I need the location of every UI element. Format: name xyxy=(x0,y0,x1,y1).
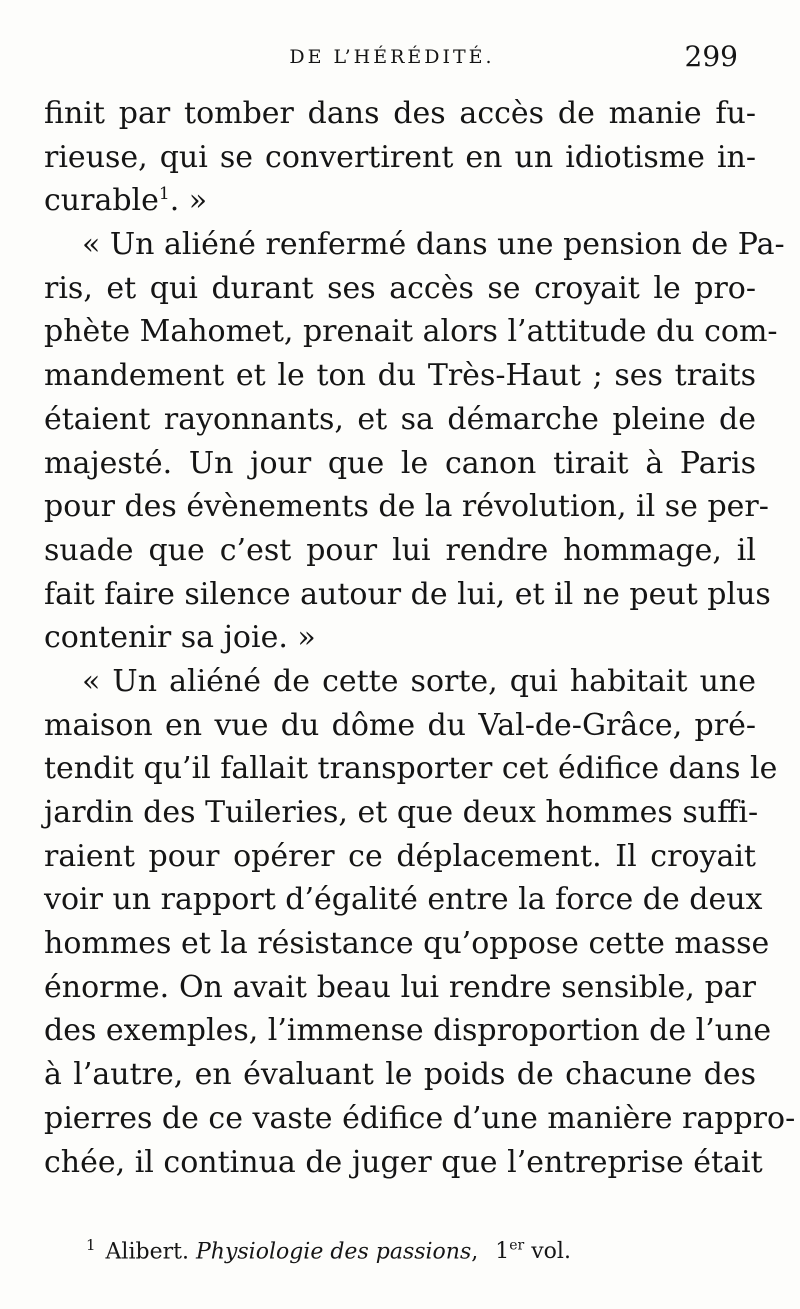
footnote-mark: 1 xyxy=(86,1236,96,1254)
footnote-title: Physiologie des passions xyxy=(195,1239,472,1265)
text-line: phète Mahomet, prenait alors l’attitude du com- xyxy=(44,314,778,350)
footnote-volume-sup: er xyxy=(509,1238,525,1254)
footnote-reference: 1 xyxy=(158,184,170,205)
text-line: « Un aliéné de cette sorte, qui habitait une xyxy=(82,663,756,699)
text-line: à l’autre, en évaluant le poids de chacune des xyxy=(44,1057,756,1093)
text-line: fait faire silence autour de lui, et il ne peut plus xyxy=(44,576,771,612)
running-title: DE L’HÉRÉDITÉ. xyxy=(289,46,495,68)
body-text xyxy=(44,92,796,1184)
text-line: énorme. On avait beau lui rendre sensible, par xyxy=(44,969,756,1005)
text-line: mandement et le ton du Très-Haut ; ses traits xyxy=(44,358,756,394)
text-line: raient pour opérer ce déplacement. Il croyait xyxy=(44,838,756,874)
text-line: ris, et qui durant ses accès se croyait le pro- xyxy=(44,270,756,306)
text-line: pierres de ce vaste édifice d’une manière rappro- xyxy=(44,1100,796,1136)
footnote xyxy=(86,1236,571,1264)
text-line: des exemples, l’immense disproportion de l’une xyxy=(44,1013,772,1049)
footnote-volume-number: 1 xyxy=(495,1239,510,1265)
text-line: rieuse, qui se convertirent en un idiotisme in- xyxy=(44,139,756,175)
text-line: pour des évènements de la révolution, il se per- xyxy=(44,489,769,525)
text-line: maison en vue du dôme du Val-de-Grâce, pré- xyxy=(44,707,756,743)
footnote-volume xyxy=(495,1239,571,1264)
page-number: 299 xyxy=(684,40,738,73)
text-line: suade que c’est pour lui rendre hommage, il xyxy=(44,532,756,568)
text-line: « Un aliéné renfermé dans une pension de Pa- xyxy=(82,227,785,263)
text-line: jardin des Tuileries, et que deux hommes suffi- xyxy=(44,795,759,830)
text-line: chée, il continua de juger que l’entreprise était xyxy=(44,1144,763,1180)
text-line: étaient rayonnants, et sa démarche pleine de xyxy=(44,401,756,437)
text-line: majesté. Un jour que le canon tirait à Paris xyxy=(44,445,756,481)
text-line: hommes et la résistance qu’oppose cette masse xyxy=(44,926,770,962)
text-line xyxy=(44,179,756,223)
footnote-volume-text: vol. xyxy=(531,1239,571,1265)
footnote-author: Alibert. xyxy=(105,1239,189,1265)
text-line-end: . » xyxy=(169,183,208,219)
footnote-comma: , xyxy=(471,1239,479,1265)
text-line: tendit qu’il fallait transporter cet édifice dans le xyxy=(44,751,778,787)
text-line: voir un rapport d’égalité entre la force de deux xyxy=(44,882,763,918)
running-header xyxy=(46,40,738,84)
text-line: finit par tomber dans des accès de manie fu- xyxy=(44,96,756,131)
text-line-start: curable xyxy=(44,183,159,219)
text-line: contenir sa joie. » xyxy=(44,620,316,656)
